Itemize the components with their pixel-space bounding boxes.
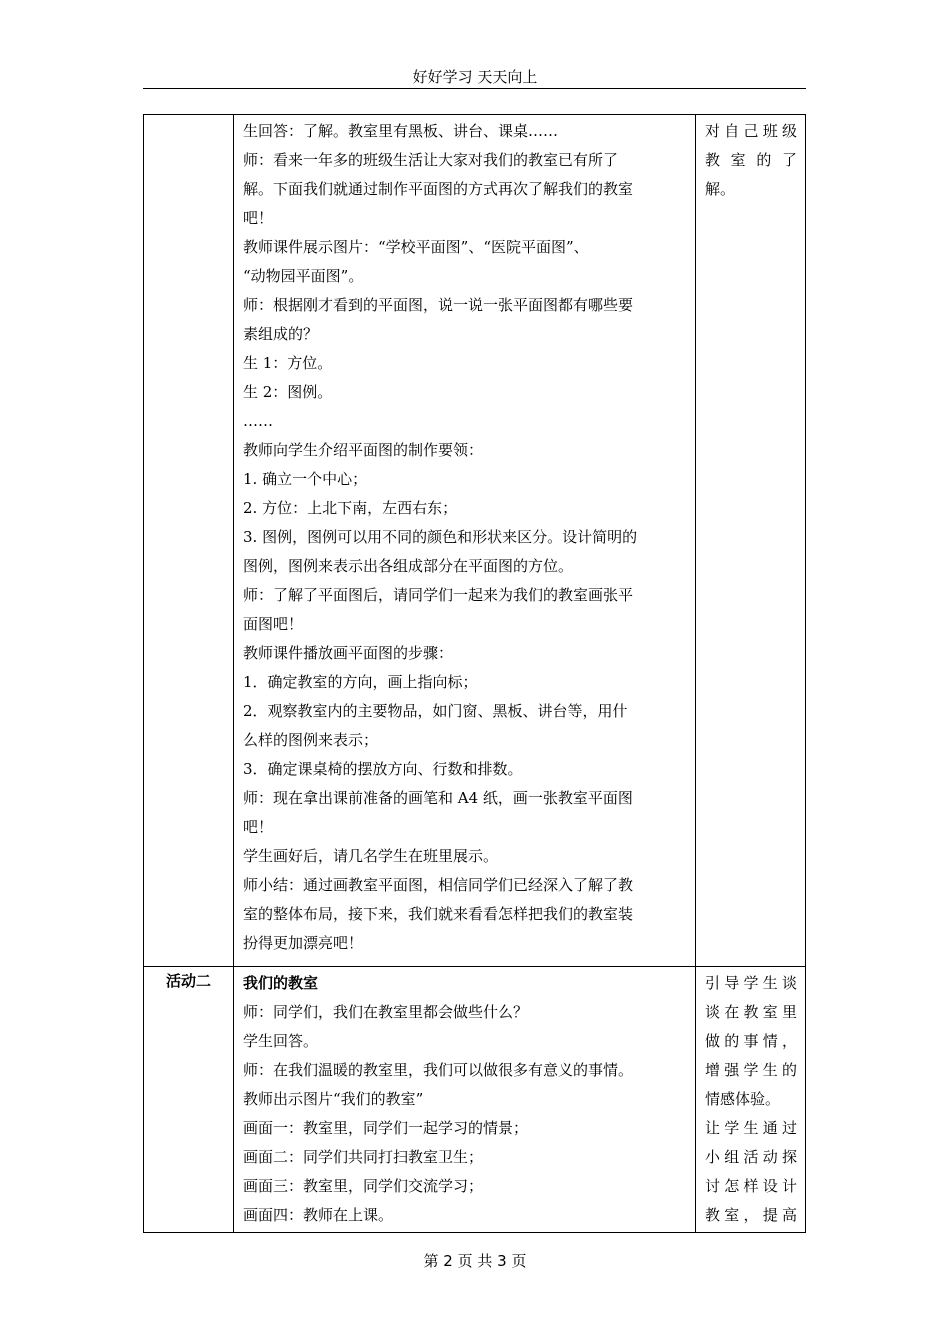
content-line: 2．观察教室内的主要物品，如门窗、黑板、讲台等，用什: [243, 702, 628, 720]
purpose-line: 引导学生谈: [705, 974, 797, 992]
table-row: [144, 115, 806, 967]
content-line: 生回答：了解。教室里有黑板、讲台、课桌……: [243, 122, 559, 140]
content-line: 师：在我们温暖的教室里，我们可以做很多有意义的事情。: [243, 1061, 634, 1079]
page-header: 好好学习 天天向上: [412, 68, 538, 86]
purpose-line: 解。: [705, 180, 736, 198]
content-line: 生 1：方位。: [243, 354, 333, 372]
purpose-line: 情感体验。: [705, 1090, 781, 1108]
content-line: 学生画好后，请几名学生在班里展示。: [243, 847, 499, 865]
purpose-line: 小组活动探: [705, 1148, 797, 1166]
header-divider: [143, 88, 806, 89]
activity-content-cell: [234, 967, 696, 1233]
content-line: 3．确定课桌椅的摆放方向、行数和排数。: [243, 760, 523, 778]
content-line: 画面四：教师在上课。: [243, 1206, 394, 1224]
content-line: 1．确定教室的方向，画上指向标；: [243, 673, 478, 691]
content-line: 解。下面我们就通过制作平面图的方式再次了解我们的教室: [243, 180, 634, 198]
content-line: 师：根据刚才看到的平面图，说一说一张平面图都有哪些要: [243, 296, 634, 314]
purpose-line: 增强学生的: [705, 1061, 797, 1079]
content-line: 吧！: [243, 818, 274, 836]
content-line: 师：了解了平面图后，请同学们一起来为我们的教室画张平: [243, 586, 634, 604]
activity-title: 我们的教室: [243, 974, 319, 992]
purpose-line: 对自己班级: [705, 122, 797, 140]
content-line: 3. 图例，图例可以用不同的颜色和形状来区分。设计简明的: [243, 528, 638, 546]
purpose-line: 教室，提高: [705, 1206, 797, 1224]
purpose-line: 谈在教室里: [705, 1003, 797, 1021]
table-row: [144, 967, 806, 1233]
content-line: 画面三：教室里，同学们交流学习；: [243, 1177, 484, 1195]
content-line: 吧！: [243, 209, 274, 227]
content-line: 学生回答。: [243, 1032, 319, 1050]
content-line: 师：同学们，我们在教室里都会做些什么？: [243, 1003, 529, 1021]
activity-label: 活动二: [165, 972, 211, 990]
content-line: 面图吧！: [243, 615, 304, 633]
content-line: 师小结：通过画教室平面图，相信同学们已经深入了解了教: [243, 876, 634, 894]
content-line: 教师课件展示图片：“学校平面图”、“医院平面图”、: [243, 238, 589, 256]
page-footer: 第 2 页 共 3 页: [423, 1252, 527, 1270]
design-purpose-cell: [696, 115, 806, 967]
content-line: 师：现在拿出课前准备的画笔和 A4 纸，画一张教室平面图: [243, 789, 633, 807]
content-line: 画面二：同学们共同打扫教室卫生；: [243, 1148, 484, 1166]
content-line: 教师向学生介绍平面图的制作要领：: [243, 441, 484, 459]
design-purpose-cell: [696, 967, 806, 1233]
purpose-line: 让学生通过: [705, 1119, 797, 1137]
purpose-line: 做的事情，: [705, 1032, 797, 1050]
content-line: 室的整体布局，接下来，我们就来看看怎样把我们的教室装: [243, 905, 634, 923]
content-line: ……: [243, 412, 273, 430]
purpose-line: 教 室 的 了: [705, 151, 797, 169]
activity-label-cell: [144, 967, 234, 1233]
activity-content-cell: [234, 115, 696, 967]
content-line: 生 2：图例。: [243, 383, 333, 401]
lesson-plan-table: [143, 114, 806, 1233]
purpose-line: 讨怎样设计: [705, 1177, 797, 1195]
content-line: “动物园平面图”。: [243, 267, 364, 285]
content-line: 教师课件播放画平面图的步骤：: [243, 644, 454, 662]
content-line: 师：看来一年多的班级生活让大家对我们的教室已有所了: [243, 151, 619, 169]
content-line: 2. 方位：上北下南，左西右东；: [243, 499, 458, 517]
content-line: 扮得更加漂亮吧！: [243, 934, 364, 952]
activity-label-cell: [144, 115, 234, 967]
content-line: 素组成的？: [243, 325, 319, 343]
content-line: 么样的图例来表示；: [243, 731, 379, 749]
content-line: 教师出示图片“我们的教室”: [243, 1090, 424, 1108]
content-line: 1. 确立一个中心；: [243, 470, 368, 488]
content-line: 画面一：教室里，同学们一起学习的情景；: [243, 1119, 529, 1137]
content-line: 图例，图例来表示出各组成部分在平面图的方位。: [243, 557, 574, 575]
